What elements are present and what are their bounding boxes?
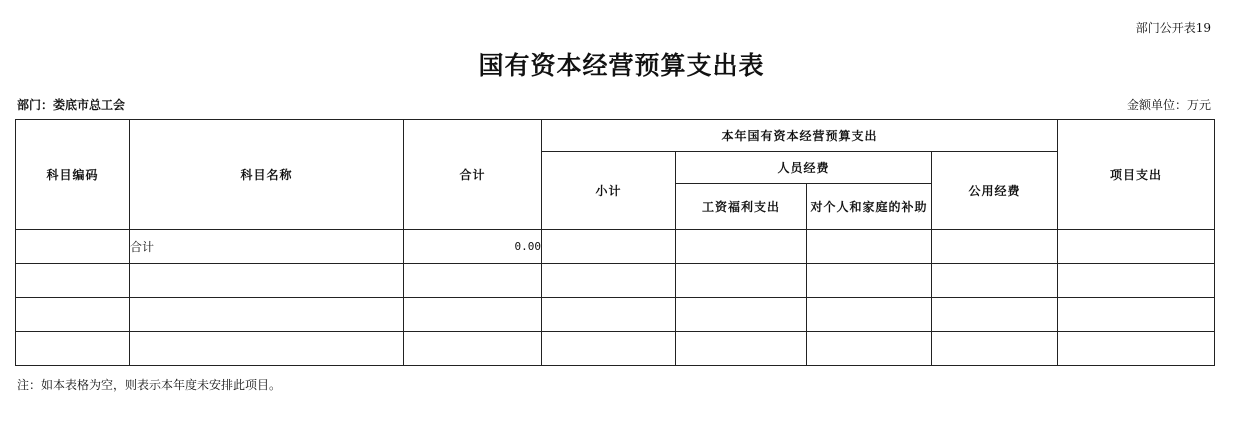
- department-label: 部门：娄底市总工会: [17, 98, 126, 112]
- header-subtotal: 小计: [542, 152, 676, 230]
- cell-project: [1058, 298, 1215, 332]
- cell-public: [932, 264, 1058, 298]
- header-public-expenses: 公用经费: [932, 152, 1058, 230]
- table-row: [16, 298, 1215, 332]
- cell-code: [16, 264, 130, 298]
- header-code: 科目编码: [16, 120, 130, 230]
- cell-code: [16, 298, 130, 332]
- cell-public: [932, 298, 1058, 332]
- cell-name: 合计: [130, 230, 404, 264]
- cell-family-subsidy: [807, 298, 932, 332]
- amount-unit-label: 金额单位：万元: [1126, 98, 1211, 112]
- cell-wage-welfare: [676, 332, 807, 366]
- page-title: 国有资本经营预算支出表: [478, 51, 765, 80]
- form-number: 部门公开表19: [1135, 21, 1211, 35]
- header-personnel-expenses: 人员经费: [676, 152, 932, 184]
- cell-subtotal: [542, 298, 676, 332]
- budget-table: [15, 119, 1215, 366]
- header-total: 合计: [404, 120, 542, 230]
- cell-family-subsidy: [807, 332, 932, 366]
- cell-wage-welfare: [676, 264, 807, 298]
- cell-family-subsidy: [807, 230, 932, 264]
- cell-total: [404, 264, 542, 298]
- cell-name: [130, 264, 404, 298]
- table-row: [16, 332, 1215, 366]
- cell-project: [1058, 230, 1215, 264]
- cell-wage-welfare: [676, 230, 807, 264]
- cell-total: [404, 332, 542, 366]
- table-row: [16, 264, 1215, 298]
- cell-public: [932, 230, 1058, 264]
- cell-wage-welfare: [676, 298, 807, 332]
- cell-total: 0.00: [404, 230, 542, 264]
- header-name: 科目名称: [130, 120, 404, 230]
- header-current-year-expenditure: 本年国有资本经营预算支出: [542, 120, 1058, 152]
- cell-project: [1058, 264, 1215, 298]
- cell-code: [16, 230, 130, 264]
- cell-name: [130, 332, 404, 366]
- cell-project: [1058, 332, 1215, 366]
- footnote: 注：如本表格为空，则表示本年度未安排此项目。: [17, 378, 282, 392]
- cell-family-subsidy: [807, 264, 932, 298]
- cell-subtotal: [542, 230, 676, 264]
- cell-total: [404, 298, 542, 332]
- cell-subtotal: [542, 264, 676, 298]
- cell-code: [16, 332, 130, 366]
- table-row: [16, 230, 1215, 264]
- header-wage-welfare: 工资福利支出: [676, 184, 807, 230]
- cell-subtotal: [542, 332, 676, 366]
- header-project-expenditure: 项目支出: [1058, 120, 1215, 230]
- cell-public: [932, 332, 1058, 366]
- header-family-subsidy: 对个人和家庭的补助: [807, 184, 932, 230]
- cell-name: [130, 298, 404, 332]
